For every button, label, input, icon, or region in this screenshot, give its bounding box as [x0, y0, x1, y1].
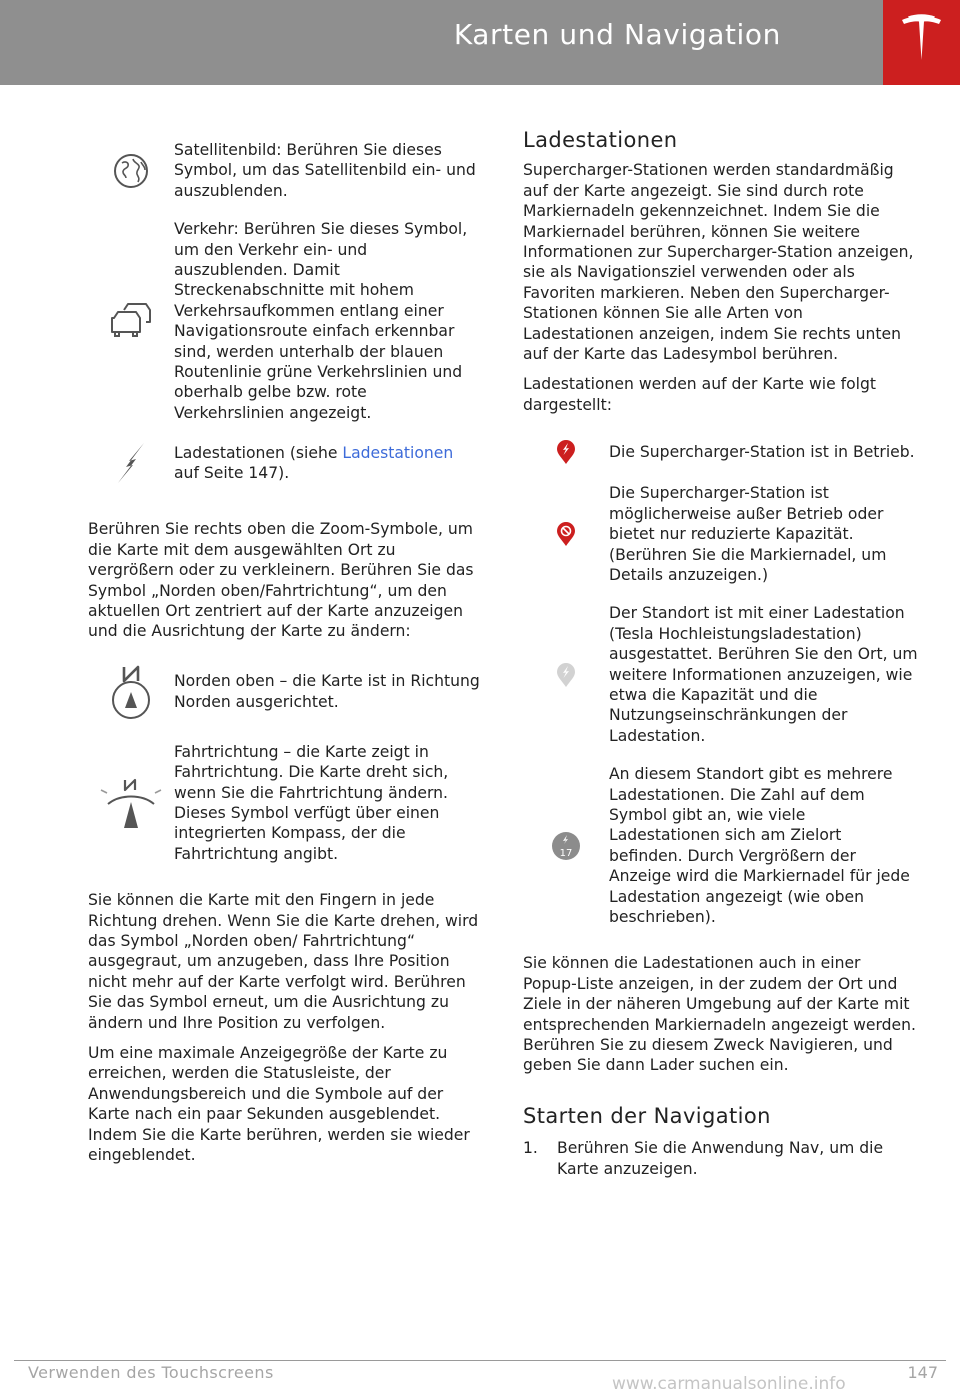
charging-text-pre: Ladestationen (siehe — [174, 443, 343, 462]
display-paragraph: Ladestationen werden auf der Karte wie folgt dargestellt: — [523, 375, 876, 414]
watermark[interactable]: www.carmanualsonline.info — [612, 1374, 846, 1394]
step-number: 1. — [523, 1139, 538, 1158]
limited-pin-row — [523, 483, 918, 585]
right-column — [523, 130, 918, 1179]
charging-text-post: auf Seite 147). — [174, 464, 290, 483]
max-size-paragraph: Um eine maximale Anzeigegröße der Karte zu erreichen, werden die Statusleiste, der Anwendungsbereich und die Symbole auf der Karte nach ein paar Sekunden ausgeblendet. Indem Sie die Karte berühren, werden sie wieder eingeblendet. — [88, 1044, 470, 1165]
charger-cluster-icon — [523, 831, 609, 861]
north-up-icon — [88, 664, 174, 720]
supercharger-pin-description: Die Supercharger-Station ist in Betrieb. — [609, 443, 915, 462]
rotate-paragraph: Sie können die Karte mit den Fingern in jede Richtung drehen. Wenn Sie die Karte drehen, wird das Symbol „Norden oben/ Fahrtrichtung“ ausgegraut, um anzugeben, dass Ihre Position nicht mehr auf der Karte verfolgt wird. Berühren Sie das Symbol erneut, um die Ausrichtung zu ändern und Ihre Position zu verfolgen. — [88, 891, 479, 1032]
destination-pin-description: Der Standort ist mit einer Ladestation (Tesla Hochleistungsladestation) ausgestattet. Berühren Sie den Ort, um weitere Informationen anzuzeigen, wie etwa die Kapazität und die Nutzungseinschränkungen der Ladestation. — [609, 604, 918, 745]
tesla-logo-icon — [900, 14, 943, 62]
charging-bolt-icon — [88, 441, 174, 485]
satellite-description: Satellitenbild: Berühren Sie dieses Symbol, um das Satellitenbild ein- und auszublenden. — [174, 141, 476, 200]
footer-section: Verwenden des Touchscreens — [28, 1363, 274, 1382]
ladestationen-link[interactable]: Ladestationen — [342, 443, 454, 462]
heading-compass-icon — [88, 774, 174, 832]
step-text: Berühren Sie die Anwendung Nav, um die Karte anzuzeigen. — [557, 1139, 884, 1178]
heading-description: Fahrtrichtung – die Karte zeigt in Fahrtrichtung. Die Karte dreht sich, wenn Sie die Fahrtrichtung ändern. Dieses Symbol verfügt über einen integrierten Kompass, der die Fahrtrichtung angibt. — [174, 742, 449, 863]
left-column — [88, 140, 480, 1175]
list-item — [523, 1138, 918, 1179]
north-up-row — [88, 664, 480, 720]
zoom-paragraph: Berühren Sie rechts oben die Zoom-Symbole, um die Karte mit dem ausgewählten Ort zu vergrößern oder zu verkleinern. Berühren Sie das Symbol „Norden oben/Fahrtrichtung“, um den aktuellen Ort zentriert auf der Karte anzuzeigen und die Ausrichtung der Karte zu ändern: — [88, 520, 474, 641]
cluster-row — [523, 764, 918, 927]
cluster-count: 17 — [559, 847, 573, 859]
charging-description — [174, 443, 480, 484]
satellite-row — [88, 140, 480, 201]
page-title: Karten und Navigation — [453, 18, 781, 51]
footer-divider — [14, 1360, 946, 1361]
traffic-row — [88, 219, 480, 423]
supercharger-limited-pin-icon — [523, 521, 609, 547]
page-number: 147 — [907, 1363, 938, 1382]
heading-start-navigation: Starten der Navigation — [523, 1103, 771, 1128]
destination-charger-pin-icon — [523, 662, 609, 688]
supercharger-paragraph: Supercharger-Stationen werden standardmäßig auf der Karte angezeigt. Sie sind durch rote Markiernadeln gekennzeichnet. Indem Sie die Markiernadel berühren, können Sie weitere Informationen zur Supercharger-Station anzeigen, sie als Navigationsziel verwenden oder als Favoriten markieren. Neben den Supercharger-Stationen können Sie alle Arten von Ladestationen anzeigen, indem Sie rechts unten auf der Karte das Ladesymbol berühren. — [523, 161, 914, 364]
supercharger-pin-icon — [523, 439, 609, 465]
page-header — [0, 0, 883, 85]
heading-charging-stations: Ladestationen — [523, 128, 678, 152]
destination-pin-row — [523, 603, 918, 746]
popup-paragraph: Sie können die Ladestationen auch in einer Popup-Liste anzeigen, in der zudem der Ort und Ziele in der näheren Umgebung auf der Karte mit entsprechenden Markiernadeln angezeigt werden. Berühren Sie zu diesem Zweck Navigieren, und geben Sie dann Lader suchen ein. — [523, 954, 916, 1075]
limited-pin-description: Die Supercharger-Station ist möglicherweise außer Betrieb oder bietet nur reduzierte Kapazität. (Berühren Sie die Markiernadel, um Details anzuzeigen.) — [609, 484, 887, 584]
charging-row — [88, 441, 480, 485]
heading-row — [88, 742, 480, 864]
north-up-description: Norden oben – die Karte ist in Richtung Norden ausgerichtet. — [174, 672, 480, 711]
cluster-description: An diesem Standort gibt es mehrere Ladestationen. Die Zahl auf dem Symbol gibt an, wie viele Ladestationen sich am Zielort befinden. Durch Vergrößern der Anzeige wird die Markiernadel für jede Ladestation angezeigt (wie oben beschrieben). — [609, 765, 910, 926]
supercharger-pin-row — [523, 439, 918, 465]
traffic-description: Verkehr: Berühren Sie dieses Symbol, um den Verkehr ein- und auszublenden. Damit Streckenabschnitte mit hohem Verkehrsaufkommen entlang einer Navigationsroute einfach erkennbar sind, werden unterhalb der blauen Routenlinie grüne Verkehrslinien und oberhalb gelbe bzw. rote Verkehrslinien angezeigt. — [174, 220, 468, 422]
tesla-logo — [883, 0, 960, 85]
globe-icon — [88, 151, 174, 191]
traffic-cars-icon — [88, 301, 174, 341]
